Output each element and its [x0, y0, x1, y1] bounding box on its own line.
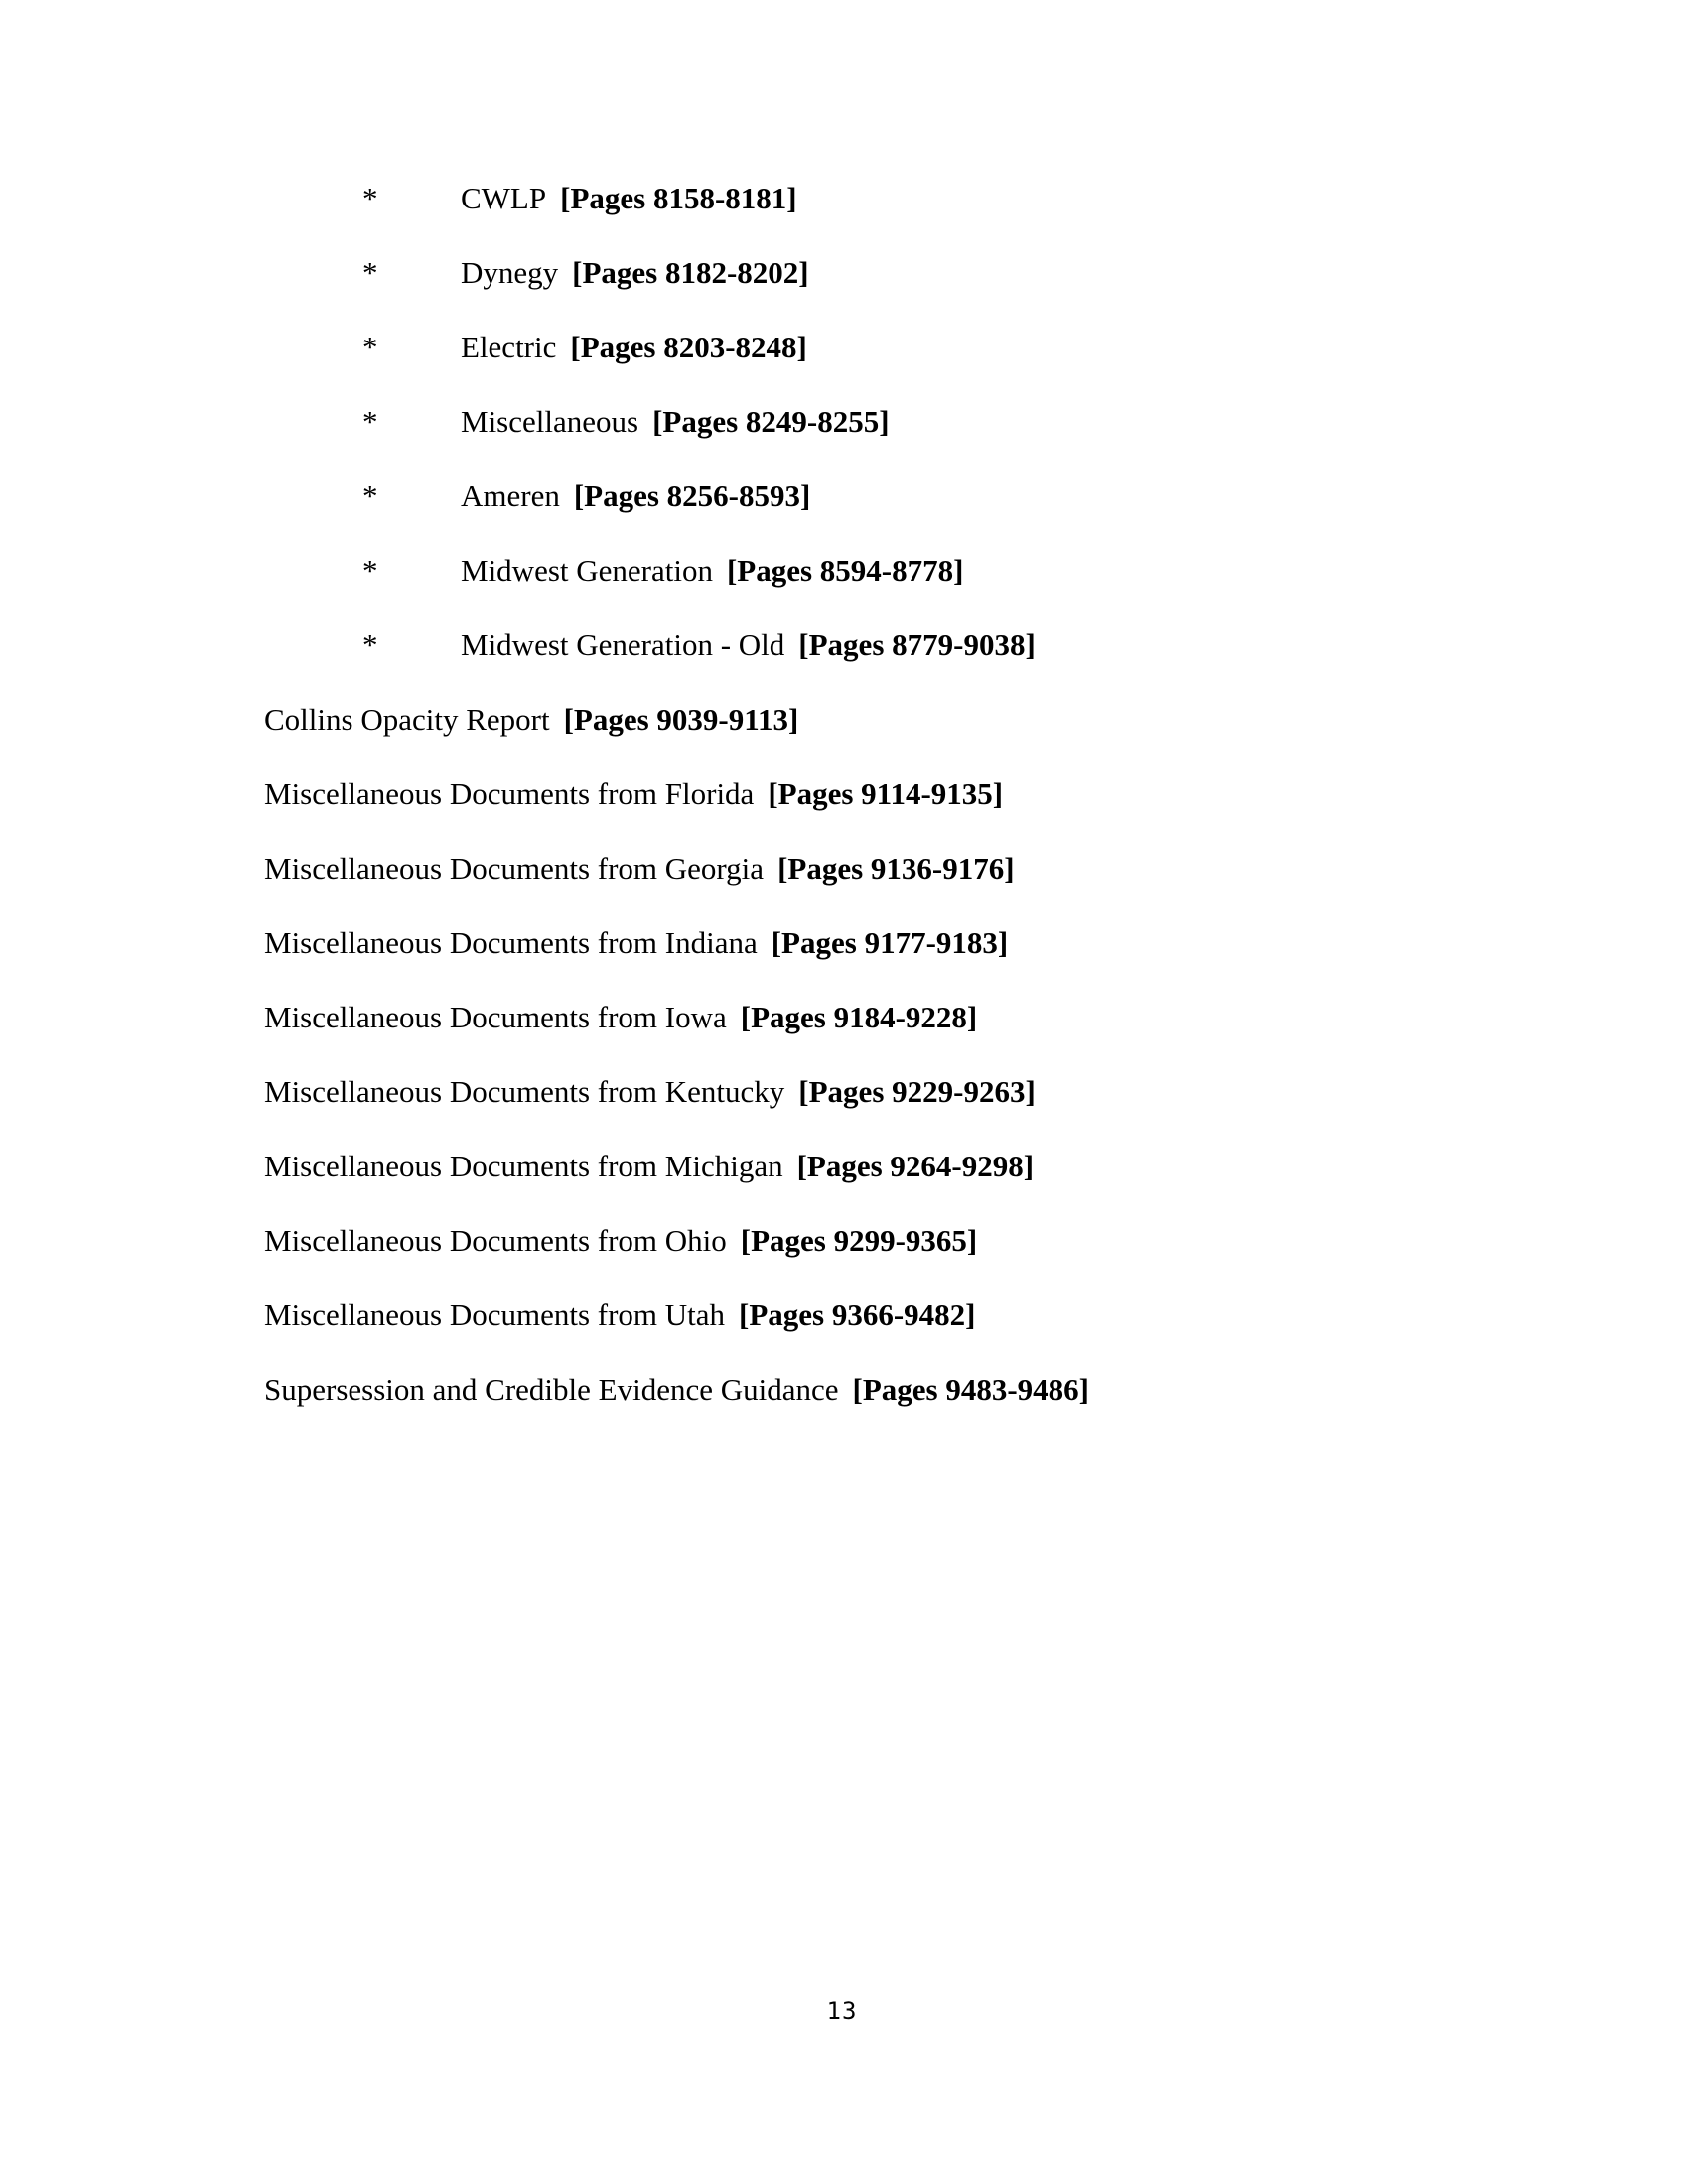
entry-pages: [Pages 9483-9486]	[852, 1372, 1089, 1407]
entry-label: Miscellaneous Documents from Georgia	[264, 851, 765, 886]
entry-label: Miscellaneous Documents from Kentucky	[264, 1074, 785, 1109]
entry-pages: [Pages 8182-8202]	[572, 255, 809, 290]
entry-misc-iowa	[264, 998, 977, 1037]
entry-label: Midwest Generation - Old	[461, 627, 785, 662]
entry-misc-indiana	[264, 923, 1008, 963]
entry-pages: [Pages 8594-8778]	[726, 553, 964, 588]
entry-misc-florida	[264, 774, 1003, 814]
entry-label: Supersession and Credible Evidence Guidance	[264, 1372, 839, 1407]
entry-pages: [Pages 8158-8181]	[560, 181, 797, 215]
bullet-star: *	[362, 478, 378, 513]
entry-pages: [Pages 9264-9298]	[796, 1149, 1035, 1183]
bullet-star: *	[362, 181, 378, 215]
bullet-star: *	[362, 553, 378, 588]
entry-pages: [Pages 9136-9176]	[777, 851, 1015, 886]
entry-label: Dynegy	[461, 255, 559, 290]
entry-collins-opacity-report	[264, 700, 798, 740]
bullet-star: *	[362, 404, 378, 439]
entry-label: Miscellaneous	[461, 404, 639, 439]
bullet-entry-midwest-generation-old	[461, 625, 1036, 665]
entry-pages: [Pages 8203-8248]	[570, 330, 807, 364]
entry-pages: [Pages 9114-9135]	[768, 776, 1004, 811]
bullet-entry-midwest-generation	[461, 551, 963, 591]
entry-pages: [Pages 9177-9183]	[771, 925, 1009, 960]
entry-label: Miscellaneous Documents from Utah	[264, 1297, 726, 1332]
entry-pages: [Pages 9299-9365]	[740, 1223, 978, 1258]
bullet-star: *	[362, 330, 378, 364]
entry-pages: [Pages 9229-9263]	[798, 1074, 1036, 1109]
entry-label: Miscellaneous Documents from Florida	[264, 776, 755, 811]
entry-pages: [Pages 9039-9113]	[563, 702, 799, 737]
entry-pages: [Pages 8779-9038]	[798, 627, 1036, 662]
entry-pages: [Pages 9366-9482]	[739, 1297, 976, 1332]
entry-label: Midwest Generation	[461, 553, 713, 588]
bullet-entry-cwlp	[461, 179, 797, 218]
entry-label: Miscellaneous Documents from Indiana	[264, 925, 758, 960]
entry-label: Miscellaneous Documents from Ohio	[264, 1223, 727, 1258]
bullet-entry-electric	[461, 328, 807, 367]
bullet-star: *	[362, 627, 378, 662]
entry-misc-utah	[264, 1296, 976, 1335]
entry-label: Collins Opacity Report	[264, 702, 550, 737]
entry-label: Electric	[461, 330, 557, 364]
bullet-entry-ameren	[461, 477, 810, 516]
entry-misc-ohio	[264, 1221, 977, 1261]
entry-label: Miscellaneous Documents from Iowa	[264, 1000, 727, 1034]
page-number: 13	[826, 1997, 858, 2025]
bullet-entry-dynegy	[461, 253, 809, 293]
bullet-entry-miscellaneous	[461, 402, 890, 442]
entry-pages: [Pages 8256-8593]	[573, 478, 811, 513]
bullet-star: *	[362, 255, 378, 290]
entry-misc-georgia	[264, 849, 1015, 888]
entry-label: Miscellaneous Documents from Michigan	[264, 1149, 783, 1183]
entry-pages: [Pages 9184-9228]	[740, 1000, 978, 1034]
entry-pages: [Pages 8249-8255]	[652, 404, 890, 439]
entry-misc-michigan	[264, 1147, 1034, 1186]
entry-label: CWLP	[461, 181, 547, 215]
entry-label: Ameren	[461, 478, 560, 513]
entry-supersession-guidance	[264, 1370, 1089, 1410]
entry-misc-kentucky	[264, 1072, 1036, 1112]
